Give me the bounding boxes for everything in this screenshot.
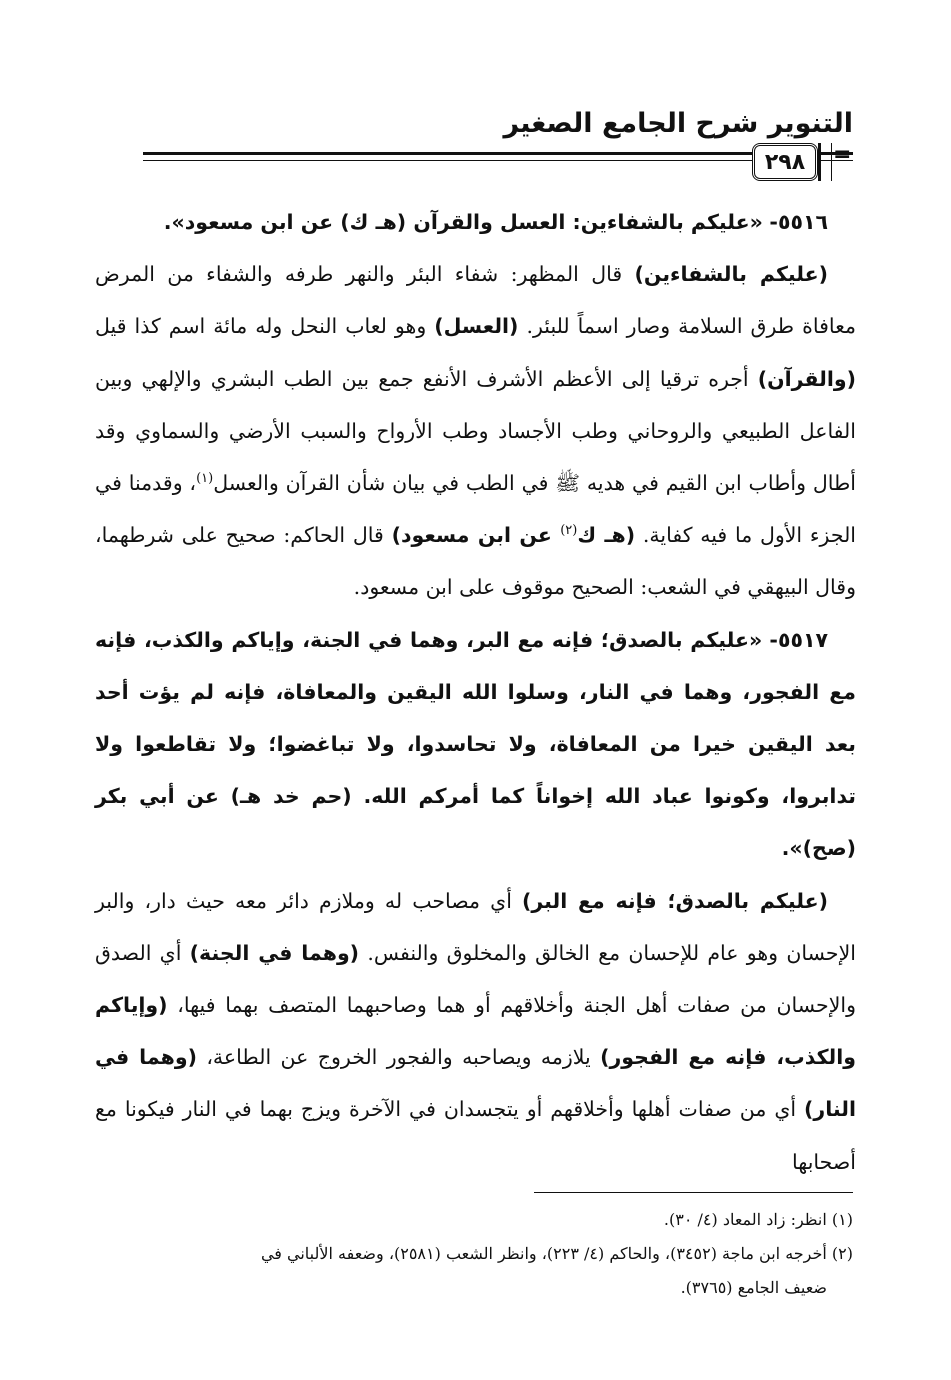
commentary-text: قال المظهر: شفاء البئر والنهر طرفه والشفاء من المرض معافاة طرق السلامة وصار اسماً للبئر. (95, 262, 856, 339)
footnote-2: (٢) أخرجه ابن ماجة (٣٤٥٢)، والحاكم (٤/ ٢٢٣)، وانظر الشعب (٢٥٨١)، وضعفه الألباني في (260, 1244, 853, 1263)
commentary-text: يلازمه ويصاحبه والفجور الخروج عن الطاعة، (196, 1045, 601, 1070)
main-text (95, 196, 856, 1188)
hadith-text: «عليكم بالشفاءين: العسل والقرآن (هـ ك) عن ابن مسعود». (163, 210, 763, 234)
hadith-5516-commentary (95, 248, 856, 613)
hadith-5517-commentary (95, 875, 856, 1188)
commentary-text: أجره ترقيا إلى الأعظم الأشرف الأنفع جمع بين الطب البشري والإلهي وبين الفاعل الطبيعي والروحاني وطب الأجساد وطب الأرواح والسبب الأرضي والسماوي وقد أطال وأطاب ابن القيم في هديه ﷺ في الطب في بيان شأن القرآن والعسل (95, 366, 856, 496)
footnote-1: (١) انظر: زاد المعاد (٤/ ٣٠). (663, 1210, 853, 1229)
header-rule-thin (143, 160, 853, 161)
hadith-5517-matn (95, 614, 856, 875)
lemma: (عليكم بالصدق؛ فإنه مع البر) (522, 888, 828, 913)
hadith-number: ٥٥١٦- (769, 210, 828, 234)
lemma: (هـ ك (577, 523, 636, 548)
hadith-text: «عليكم بالصدق؛ فإنه مع البر، وهما في الجنة، وإياكم والكذب، فإنه مع الفجور، وهما في النار، وسلوا الله اليقين والمعافاة، فإنه لم يؤت أحد بعد اليقين خيرا من المعافاة، ولا تحاسدوا، ولا تباغضوا؛ ولا تقاطعوا ولا تدابروا، وكونوا عباد الله إخواناً كما أمركم الله. (حم خد هـ) عن أبي بكر (صح)». (95, 627, 856, 861)
page-marker: = (833, 142, 852, 167)
lemma: (العسل) (434, 314, 519, 339)
hadith-number: ٥٥١٧- (769, 627, 828, 652)
lemma: (وهما في الجنة) (189, 940, 360, 965)
footnote-ref[interactable]: (٢) (560, 523, 578, 539)
running-title: التنوير شرح الجامع الصغير (503, 108, 853, 139)
page-number-ornament (818, 143, 832, 181)
commentary-text: ، وقدمنا في الجزء الأول ما فيه كفاية. (95, 471, 857, 548)
commentary-text: وهو لعاب النحل وله مائة اسم كذا قيل (95, 314, 435, 339)
lemma: (وهما في النار) (95, 1045, 856, 1122)
footnotes (95, 1203, 853, 1305)
footnote-2-continuation: ضعيف الجامع (٣٧٦٥). (680, 1278, 827, 1297)
commentary-text: أي من صفات أهلها وأخلاقهم أو يتجسدان في الآخرة ويزج بهما في النار فيكونا مع أصحابها (95, 1097, 856, 1174)
lemma: (وإياكم والكذب، فإنه مع الفجور) (95, 993, 856, 1070)
hadith-5516-matn (95, 196, 856, 248)
footnote-ref[interactable]: (١) (196, 471, 214, 487)
commentary-text: قال الحاكم: صحيح على شرطهما، وقال البيهقي في الشعب: الصحيح موقوف على ابن مسعود. (95, 523, 856, 600)
lemma: عن ابن مسعود) (391, 523, 561, 548)
lemma: (عليكم بالشفاءين) (634, 262, 828, 287)
commentary-text: أي مصاحب له وملازم دائر معه حيث دار، والبر الإحسان وهو عام للإحسان مع الخالق والمخلوق والنفس. (95, 888, 856, 965)
commentary-text: أي الصدق والإحسان من صفات أهل الجنة وأخلاقهم أو هما وصاحبهما المتصف بهما فيها، (95, 940, 856, 1018)
header-rule-thick (143, 152, 853, 155)
page-number: ٢٩٨ (752, 143, 818, 181)
footnote-separator (534, 1192, 853, 1193)
lemma: (والقرآن) (757, 366, 856, 391)
